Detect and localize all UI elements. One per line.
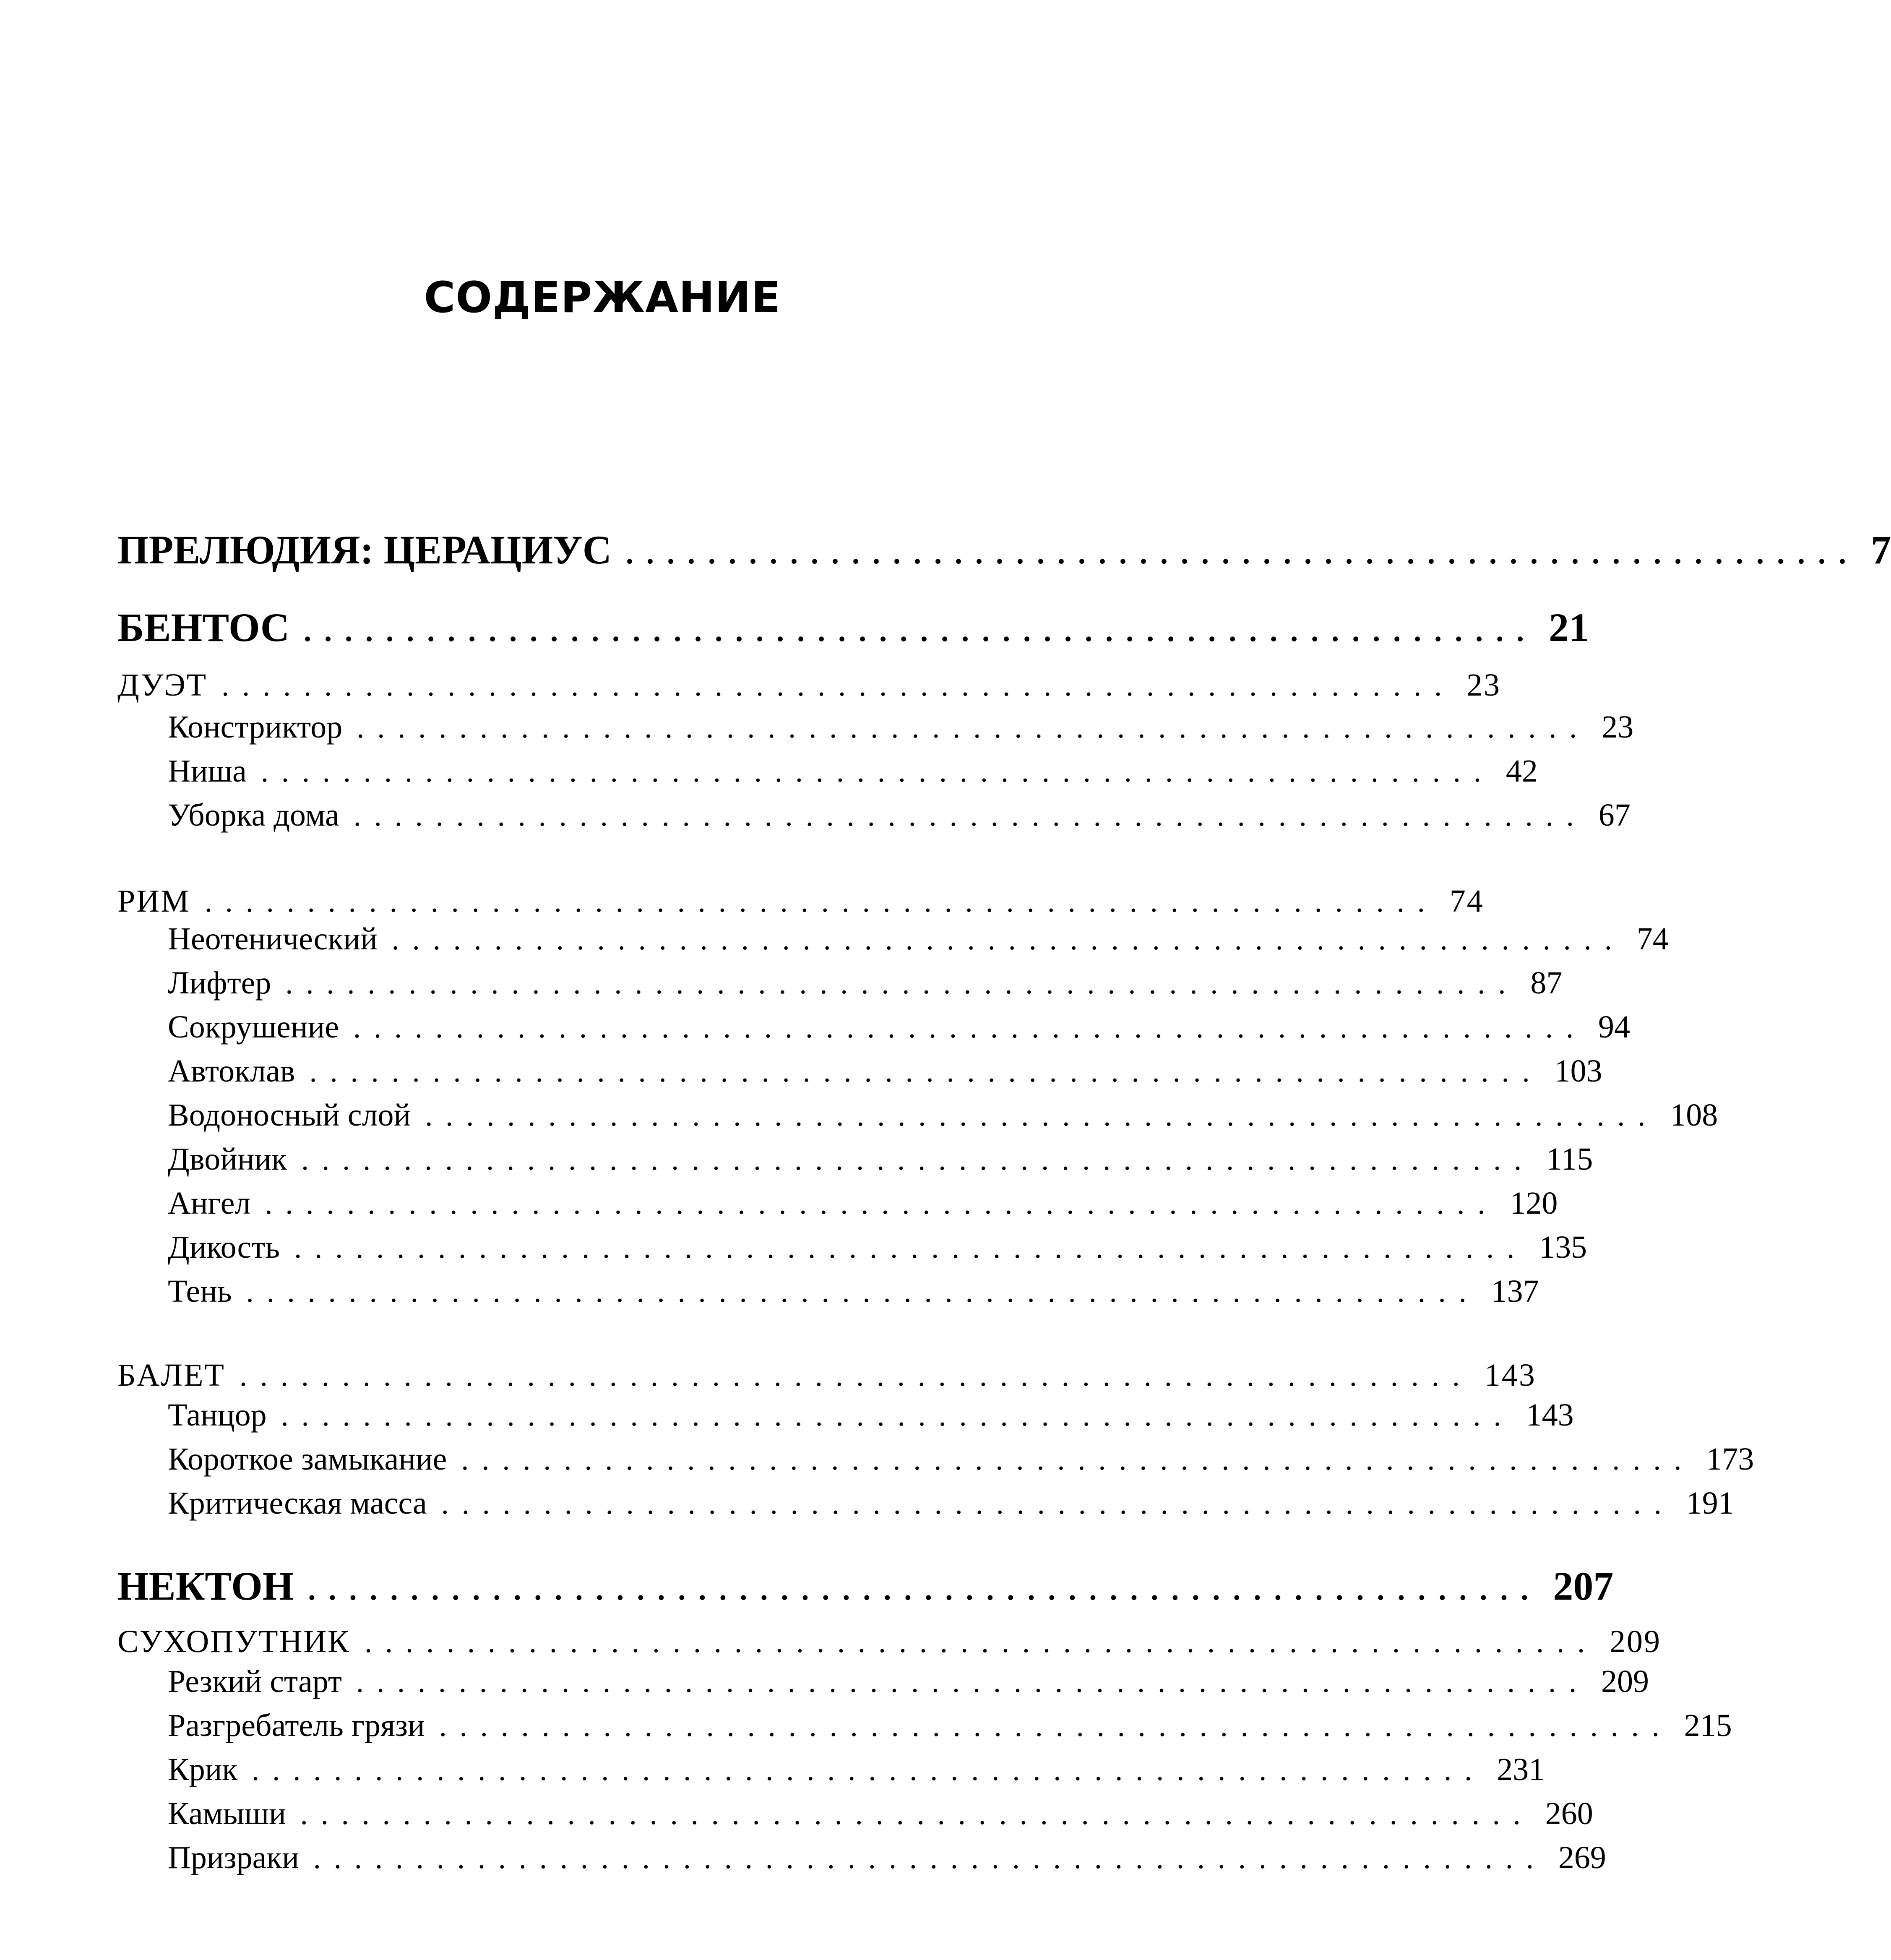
dot-leader: ............................................................ — [439, 1709, 1672, 1743]
toc-part-prelude — [117, 526, 1891, 573]
toc-label: Ангел — [168, 1186, 251, 1221]
toc-label: ДУЭТ — [117, 667, 208, 703]
toc-page-number: 120 — [1510, 1186, 1558, 1221]
dot-leader: ............................................................ — [285, 967, 1519, 1000]
toc-section-sukhoputnik — [117, 1624, 1661, 1670]
dot-leader: ............................................................ — [265, 1187, 1498, 1220]
toc-page-number: 231 — [1497, 1752, 1545, 1787]
toc-page-number: 215 — [1684, 1708, 1732, 1743]
toc-label: СУХОПУТНИК — [117, 1624, 350, 1659]
dot-leader: ............................................................ — [626, 537, 1860, 570]
toc-page-number: 74 — [1636, 921, 1669, 957]
toc-label: Камыши — [168, 1796, 286, 1831]
toc-label: Критическая масса — [168, 1486, 427, 1521]
dot-leader: ............................................................ — [461, 1443, 1695, 1476]
toc-page-number: 173 — [1706, 1441, 1754, 1477]
toc-label: Двойник — [168, 1142, 287, 1177]
toc-label: Автоклав — [168, 1053, 295, 1089]
toc-story — [117, 753, 1538, 799]
dot-leader: ............................................................ — [221, 669, 1455, 702]
toc-label: Призраки — [168, 1840, 299, 1875]
dot-leader: ............................................................ — [239, 1359, 1473, 1392]
toc-page-number: 87 — [1530, 965, 1563, 1001]
toc-label: ПРЕЛЮДИЯ: ЦЕРАЦИУС — [117, 527, 612, 572]
toc-label: Разгребатель грязи — [168, 1708, 425, 1743]
toc-story — [117, 1185, 1558, 1231]
toc-page-number: 143 — [1526, 1397, 1574, 1433]
dot-leader: ............................................................ — [301, 1143, 1535, 1176]
toc-story — [117, 1229, 1587, 1275]
dot-leader: ............................................................ — [357, 711, 1590, 744]
toc-label: Тень — [168, 1274, 232, 1309]
toc-story — [117, 1751, 1545, 1798]
toc-page-number: 42 — [1506, 753, 1538, 789]
dot-leader: ............................................................ — [441, 1487, 1675, 1520]
toc-label: Лифтер — [168, 965, 271, 1001]
toc-story — [117, 797, 1631, 843]
toc-label: Водоносный слой — [168, 1097, 411, 1133]
toc-story — [117, 921, 1669, 967]
toc-story — [117, 1273, 1539, 1319]
toc-page-number: 21 — [1549, 605, 1589, 650]
dot-leader: ............................................................ — [252, 1753, 1485, 1787]
toc-label: НЕКТОН — [117, 1564, 294, 1608]
dot-leader: ............................................................ — [308, 1573, 1542, 1606]
dot-leader: ............................................................ — [260, 755, 1494, 788]
toc-part-bentos — [117, 604, 1589, 650]
toc-label: Дикость — [168, 1230, 280, 1265]
toc-page-number: 103 — [1554, 1053, 1602, 1089]
toc-page-number: 108 — [1670, 1097, 1718, 1133]
toc-page-number: 207 — [1553, 1564, 1614, 1608]
dot-leader: ............................................................ — [353, 799, 1587, 832]
toc-story — [117, 1796, 1593, 1842]
dot-leader: ............................................................ — [246, 1275, 1479, 1308]
dot-leader: ............................................................ — [300, 1797, 1534, 1831]
toc-label: Танцор — [168, 1397, 267, 1433]
toc-story — [117, 1053, 1602, 1099]
dot-leader: ............................................................ — [294, 1231, 1528, 1264]
toc-page-number: 137 — [1491, 1274, 1539, 1309]
toc-page-number: 260 — [1545, 1796, 1593, 1831]
toc-label: РИМ — [117, 884, 190, 919]
dot-leader: ............................................................ — [204, 885, 1438, 918]
toc-label: Короткое замыкание — [168, 1441, 447, 1477]
toc-page-number: 209 — [1601, 1664, 1649, 1699]
dot-leader: ............................................................ — [365, 1625, 1598, 1659]
dot-leader: ............................................................ — [313, 1841, 1547, 1875]
toc-story — [117, 1009, 1630, 1055]
toc-label: БЕНТОС — [117, 605, 290, 650]
toc-page-number: 135 — [1539, 1230, 1587, 1265]
dot-leader: ............................................................ — [281, 1399, 1514, 1432]
toc-label: Ниша — [168, 753, 247, 789]
toc-label: Неотенический — [168, 921, 378, 957]
toc-story — [117, 1141, 1593, 1187]
dot-leader: ............................................................ — [391, 923, 1625, 956]
toc-page-number: 23 — [1466, 667, 1501, 703]
toc-page-number: 74 — [1449, 884, 1484, 919]
dot-leader: ............................................................ — [425, 1099, 1659, 1132]
toc-label: БАЛЕТ — [117, 1358, 225, 1393]
toc-label: Резкий старт — [168, 1664, 342, 1699]
toc-story — [117, 1840, 1606, 1886]
toc-label: Уборка дома — [168, 798, 339, 833]
dot-leader: ............................................................ — [309, 1055, 1543, 1088]
toc-story — [117, 1397, 1574, 1443]
toc-page-number: 67 — [1598, 798, 1631, 833]
toc-page-number: 115 — [1546, 1142, 1593, 1177]
toc-section-balet — [117, 1357, 1536, 1403]
page-title: СОДЕРЖАНИЕ — [424, 273, 781, 323]
dot-leader: ............................................................ — [356, 1665, 1590, 1699]
toc-story — [117, 1707, 1732, 1754]
toc-story — [117, 965, 1563, 1011]
toc-part-nekton — [117, 1563, 1614, 1609]
toc-page-number: 143 — [1484, 1358, 1536, 1393]
toc-story — [117, 1663, 1649, 1710]
toc-story — [117, 709, 1634, 755]
toc-label: Сокрушение — [168, 1009, 339, 1045]
toc-page-number: 23 — [1602, 709, 1634, 745]
toc-label: Крик — [168, 1752, 238, 1787]
toc-label: Констриктор — [168, 709, 343, 745]
dot-leader: ............................................................ — [304, 614, 1537, 648]
toc-page-number: 269 — [1558, 1840, 1606, 1875]
toc-page-number: 191 — [1686, 1486, 1734, 1521]
toc-page-number: 209 — [1610, 1624, 1661, 1659]
toc-story — [117, 1097, 1718, 1143]
toc-section-duet — [117, 667, 1501, 713]
toc-story — [117, 1485, 1734, 1531]
toc-page-number: 7 — [1871, 527, 1891, 572]
toc-page-number: 94 — [1598, 1009, 1630, 1045]
toc-story — [117, 1441, 1754, 1487]
dot-leader: ............................................................ — [353, 1011, 1586, 1044]
